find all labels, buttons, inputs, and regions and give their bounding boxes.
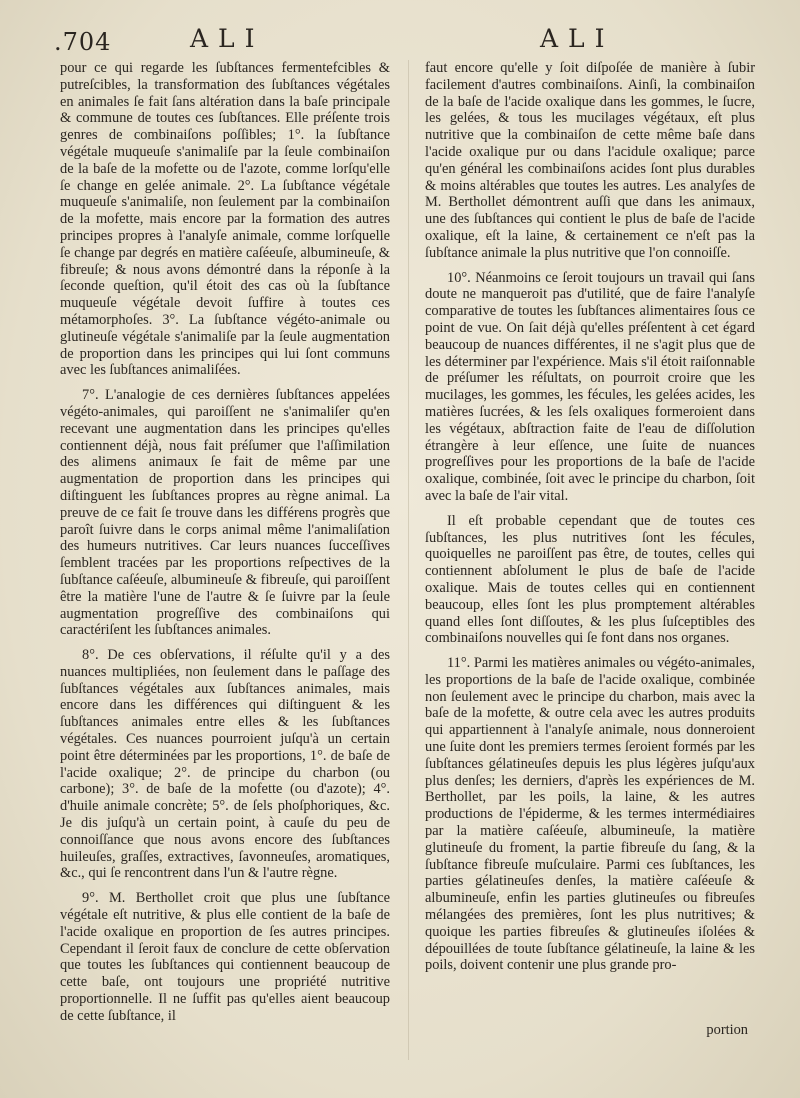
paragraph: 8°. De ces obſervations, il réſulte qu'il y a des nuances multipliées, non ſeulement dans le paſſage des ſubſtances végétales aux ſubſtances animales, mais encore dans les différences qui diſtinguent & les ſubſtances animales entre elles & les ſubſtances végétales. Ces nuances pourroient juſqu'à un certain point être déterminées par les proportions, 1°. de baſe de l'acide oxalique; 2°. de principe du charbon (ou carbone); 3°. de baſe de la mofette (ou d'azote); 4°. d'huile animale concrète; 5°. de ſels phoſphoriques, &c. Je dis juſqu'à un certain point, à cauſe du peu de connoiſſance que nous avons encore des ſubſtances huileuſes, graſſes, extractives, ſavonneuſes, aromatiques, &c., qui ſe rencontrent dans l'un & l'autre règne. xyxy=(60,647,390,882)
paragraph: 7°. L'analogie de ces dernières ſubſtances appelées végéto-animales, qui paroiſſent ne s'animaliſer qu'en recevant une augmentation dans les principes qu'elles contiennent déjà, nous fait préſumer que l'aſſimilation des alimens animaux ſe fait de même par une augmentation de proportion dans les principes qui diſtinguent les ſubſtances propres au règne animal. La preuve de ce fait ſe trouve dans les différens progrès que paroît ſuivre dans le corps animal même l'animaliſation des humeurs nutritives. Car leurs nuances ſucceſſives ſemblent tracées par les proportions reſpectives de la ſubſtance caſéeuſe, albumineuſe & fibreuſe, qui paroiſſent être la matière l'une de l'autre & ſe ſuivre par la ſeule augmentation progreſſive des combinaiſons qui caractériſent les ſubſtances animales. xyxy=(60,387,390,639)
paragraph: 11°. Parmi les matières animales ou végéto-animales, les proportions de la baſe de l'acide oxalique, combinée non ſeulement avec le principe du charbon, mais avec la baſe de la mofette, & outre cela avec les autres produits qui appartiennent à l'analyſe animale, nous donneroient une ſuite dont les premiers termes ſeroient formés par les ſubſtances gélatineuſes depuis les plus légères juſqu'aux plus denſes; les derniers, d'après les expériences de M. Berthollet, par les poils, la laine, & les autres productions de l'épiderme, & les termes intermédiaires par la matière caſéeuſe, albumineuſe, la matière glutineuſe du froment, la partie fibreuſe du ſang, & la ſubſtance fibreuſe muſculaire. Parmi ces ſubſtances, les parties gélatineuſes denſes, la matière caſéeuſe & albumineuſe, enfin les parties glutineuſes ou fibreuſes mélangées des premières, ſont les plus nutritives; & quoique les parties fibreuſes & glutineuſes iſolées & dépouillées de toute ſubſtance gélatineuſe, la laine & les poils, doivent contenir une plus grande pro- xyxy=(425,655,755,974)
column-divider xyxy=(408,60,409,1060)
running-head-left: ALI xyxy=(190,24,265,53)
running-head-right: ALI xyxy=(540,24,615,53)
left-column xyxy=(60,60,390,1025)
catchword: portion xyxy=(706,1022,748,1038)
paragraph: faut encore qu'elle y ſoit diſpoſée de manière à ſubir facilement d'autres combinaiſons. Ainſi, la combinaiſon de la baſe de l'acide oxalique dans les gommes, le ſucre, les gelées, & tous les mucilages végétaux, eſt plus nutritive que la combinaiſon de cette même baſe dans l'acide oxalique pur ou dans l'acidule oxalique; parce qu'en général les combinaiſons acides ſont plus durables & moins altérables que toutes les autres. Les analyſes de M. Berthollet démontrent auſſi que dans les animaux, une des ſubſtances qui contient le plus de baſe de l'acide oxalique, eſt la laine, & certainement ce n'eſt pas la ſubſtance animale la plus nutritive que l'on connoiſſe. xyxy=(425,60,755,261)
paragraph: Il eſt probable cependant que de toutes ces ſubſtances, les plus nutritives ſont les fécules, quoiquelles ne paroiſſent pas être, de toutes, celles qui contiennent abſolument le plus de baſe de l'acide oxalique. Mais de toutes celles qui en contiennent beaucoup, elles ſont les plus promptement altérables quand elles ſont diſſoutes, & les plus ſuſceptibles des combinaiſons nouvelles qui ſe font dans nos organes. xyxy=(425,512,755,647)
right-column xyxy=(425,60,755,974)
paragraph: pour ce qui regarde les ſubſtances fermentefcibles & putreſcibles, la transformation des ſubſtances végétales en animales ſe fait ſans altération dans la baſe principale & commune de toutes ces ſubſtances. Elle préſente trois genres de combinaiſons poſſibles; 1°. la ſubſtance végétale muqueuſe s'animaliſe par la ſeule combinaiſon de la baſe de la mofette ou de l'azote, comme lorſqu'elle ſe change en gelée animale. 2°. La ſubſtance végétale muqueuſe s'animaliſe, non ſeulement par la combinaiſon de la mofette, mais encore par la formation des autres principes propres à l'analyſe animale, comme lorſquelle ſe change par degrés en matière caſéeuſe, albumineuſe, & fibreuſe; & nous avons démontré dans la réponſe à la ſeconde queſtion, qu'il étoit des cas où la ſubſtance muqueuſe végétale devoit ſuffire à toutes ces métamorphoſes. 3°. La ſubſtance végéto-animale ou glutineuſe végétale s'animaliſe par la ſeule augmentation de proportion dans les principes qui lui ſont communs avec les ſubſtances animaliſées. xyxy=(60,60,390,379)
paragraph: 10°. Néanmoins ce ſeroit toujours un travail qui ſans doute ne manqueroit pas d'utilité, que de faire l'analyſe comparative de toutes les ſubſtances alimentaires ſous ce point de vue. On ſait déjà qu'elles préſentent à cet égard beaucoup de nuances différentes, il ne s'agit plus que de les déterminer par l'expérience. Mais s'il étoit raiſonnable de préſumer les réſultats, on pourroit croire que les mucilages, les gommes, les fécules, les gelées acides, les matières ſucrées, & les ſels oxaliques formeroient dans les végétaux, abſtraction faite de l'eau de diſſolution étrangère à leur eſſence, une ſuite de nuances progreſſives pour les proportions de la baſe de l'acide oxalique, combinée, ſoit avec le principe du charbon, ſoit avec la baſe de l'air vital. xyxy=(425,269,755,504)
page-number: .704 xyxy=(54,28,112,56)
paragraph: 9°. M. Berthollet croit que plus une ſubſtance végétale eſt nutritive, & plus elle contient de la baſe de l'acide oxalique en proportion de ſes autres principes. Cependant il ſeroit faux de conclure de cette obſervation que toutes les ſubſtances qui contiennent beaucoup de cette baſe, ont toujours une propriété nutritive proportionnelle. Il ne ſuffit pas qu'elles aient beaucoup de cette ſubſtance, il xyxy=(60,890,390,1024)
